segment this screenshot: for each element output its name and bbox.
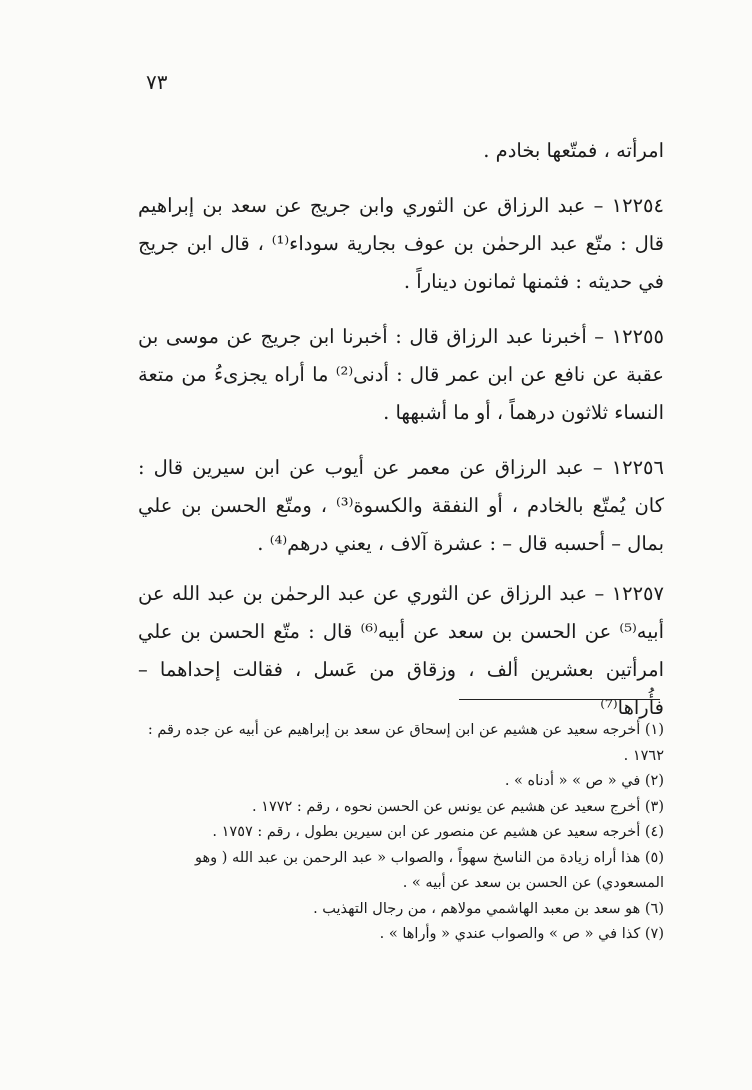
footnote-5: (٥) هذا أراه زيادة من الناسخ سهواً ، والصواب « عبد الرحمن بن عبد الله ( وهو المسعودي) عن الحسن بن سعد عن أبيه » . xyxy=(195,849,664,891)
footnote-1: (١) أخرجه سعيد عن هشيم عن ابن إسحاق عن سعد بن إبراهيم عن أبيه عن جده رقم : ١٧٦٢ . xyxy=(147,722,664,764)
hadith-12257: ١٢٢٥٧ – عبد الرزاق عن الثوري عن عبد الرحمٰن بن عبد الله عن أبيه⁽⁵⁾ عن الحسن بن سعد عن أبيه⁽⁶⁾ قال : متّع الحسن بن علي امرأتين بعشرين ألف ، وزقاق من عَسل ، فقالت إحداهما – فأُراها⁽⁷⁾ xyxy=(138,582,664,719)
hadith-12254: ١٢٢٥٤ – عبد الرزاق عن الثوري وابن جريج عن سعد بن إبراهيم قال : متّع عبد الرحمٰن بن عوف بجارية سوداء⁽¹⁾ ، قال ابن جريج في حديثه : فثمنها ثمانون ديناراً . xyxy=(138,194,665,293)
footnote-3: (٣) أخرج سعيد عن هشيم عن يونس عن الحسن نحوه ، رقم : ١٧٧٢ . xyxy=(251,798,664,815)
footnote-divider xyxy=(459,699,660,700)
footnote-6: (٦) هو سعد بن معبد الهاشمي مولاهم ، من رجال التهذيب . xyxy=(313,900,664,917)
footnote-2: (٢) في « ص » « أدناه » . xyxy=(504,773,664,789)
footnote-4: (٤) أخرجه سعيد عن هشيم عن منصور عن ابن سيرين بطول ، رقم : ١٧٥٧ . xyxy=(212,824,664,840)
footnotes xyxy=(138,718,664,948)
page-number: ٧٣ xyxy=(146,70,168,94)
hadith-12255: ١٢٢٥٥ – أخبرنا عبد الرزاق قال : أخبرنا ابن جريج عن موسى بن عقبة عن نافع عن ابن عمر قال : أدنى⁽²⁾ ما أراه يجزىءُ من متعة النساء ثلاثون درهماً ، أو ما أشبهها . xyxy=(138,325,664,424)
footnote-7: (٧) كذا في « ص » والصواب عندي « وأراها » . xyxy=(379,926,664,942)
hadith-12256: ١٢٢٥٦ – عبد الرزاق عن معمر عن أيوب عن ابن سيرين قال : كان يُمتّع بالخادم ، أو النفقة والكسوة⁽³⁾ ، ومتّع الحسن بن علي بمال – أحسبه قال – : عشرة آلاف ، يعني درهم⁽⁴⁾ . xyxy=(138,456,664,555)
paragraph-continuation: امرأته ، فمتّعها بخادم . xyxy=(483,139,664,162)
